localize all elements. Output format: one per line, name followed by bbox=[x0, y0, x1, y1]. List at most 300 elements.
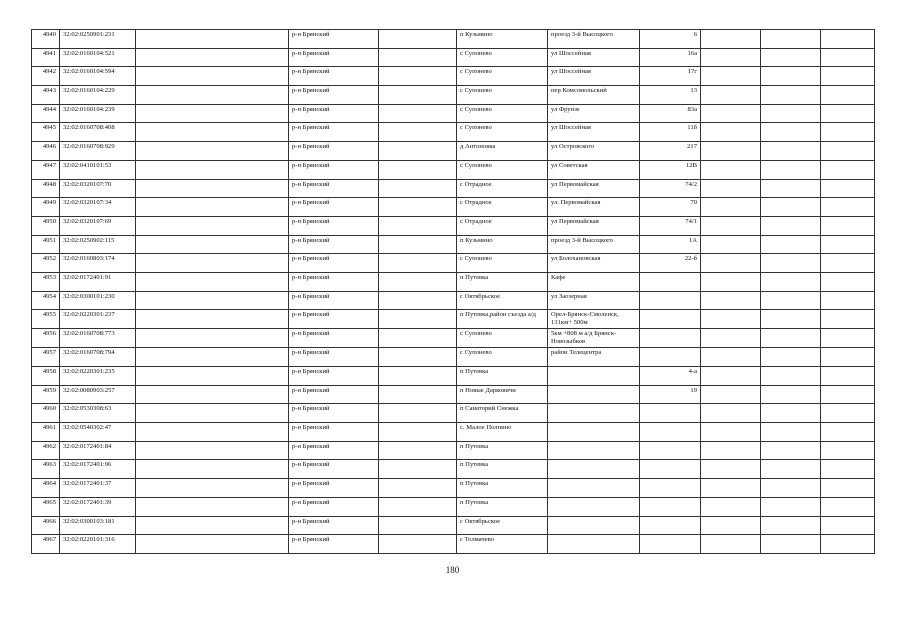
cell-district: р-н Брянский bbox=[289, 198, 379, 217]
cell-row-number: 4953 bbox=[32, 272, 60, 291]
cell-col-blank-2 bbox=[379, 48, 457, 67]
cell-house-number: 19 bbox=[640, 385, 701, 404]
cell-col-extra-1 bbox=[701, 86, 761, 105]
table-row bbox=[32, 310, 875, 329]
cell-settlement: п Путевка bbox=[457, 441, 548, 460]
page-number: 180 bbox=[445, 565, 460, 575]
cell-district: р-н Брянский bbox=[289, 497, 379, 516]
cell-col-extra-2 bbox=[761, 404, 821, 423]
cell-col-extra-2 bbox=[761, 348, 821, 367]
cell-col-extra-3 bbox=[821, 123, 875, 142]
cell-settlement: с Отрадное bbox=[457, 216, 548, 235]
cell-col-blank bbox=[136, 179, 289, 198]
cell-col-extra-1 bbox=[701, 497, 761, 516]
cell-district: р-н Брянский bbox=[289, 48, 379, 67]
cell-district: р-н Брянский bbox=[289, 216, 379, 235]
cell-col-extra-2 bbox=[761, 441, 821, 460]
cell-row-number: 4965 bbox=[32, 497, 60, 516]
cell-col-extra-2 bbox=[761, 310, 821, 329]
cell-col-extra-1 bbox=[701, 535, 761, 554]
cell-house-number bbox=[640, 497, 701, 516]
cell-street: ул Фрунзе bbox=[548, 104, 640, 123]
cell-cadastral-number: 32:02:0080903:257 bbox=[60, 385, 136, 404]
cell-col-blank-2 bbox=[379, 254, 457, 273]
table-row bbox=[32, 516, 875, 535]
cell-street: ул Островского bbox=[548, 142, 640, 161]
cell-cadastral-number: 32:02:0160104:594 bbox=[60, 67, 136, 86]
cell-col-extra-3 bbox=[821, 179, 875, 198]
cell-row-number: 4947 bbox=[32, 160, 60, 179]
cell-col-extra-2 bbox=[761, 67, 821, 86]
cell-col-blank bbox=[136, 86, 289, 105]
cell-col-extra-3 bbox=[821, 423, 875, 442]
cell-street: пер Комсомольский bbox=[548, 86, 640, 105]
cell-col-blank-2 bbox=[379, 104, 457, 123]
cell-row-number: 4960 bbox=[32, 404, 60, 423]
cell-street bbox=[548, 404, 640, 423]
cell-row-number: 4948 bbox=[32, 179, 60, 198]
cell-col-extra-2 bbox=[761, 48, 821, 67]
cell-row-number: 4942 bbox=[32, 67, 60, 86]
cell-col-blank bbox=[136, 423, 289, 442]
cell-col-blank-2 bbox=[379, 348, 457, 367]
cell-col-extra-1 bbox=[701, 367, 761, 386]
cell-settlement: п Путевка,район съезда а/д bbox=[457, 310, 548, 329]
cell-col-extra-1 bbox=[701, 329, 761, 348]
cell-col-extra-1 bbox=[701, 348, 761, 367]
cell-cadastral-number: 32:02:0160708:408 bbox=[60, 123, 136, 142]
cell-settlement: с Супонево bbox=[457, 254, 548, 273]
cell-col-extra-3 bbox=[821, 291, 875, 310]
cell-house-number bbox=[640, 310, 701, 329]
cell-settlement: п Кузьмино bbox=[457, 235, 548, 254]
cell-cadastral-number: 32:02:0160803:174 bbox=[60, 254, 136, 273]
cell-row-number: 4946 bbox=[32, 142, 60, 161]
cell-col-extra-3 bbox=[821, 441, 875, 460]
cell-col-blank-2 bbox=[379, 367, 457, 386]
cell-house-number: 1А bbox=[640, 235, 701, 254]
cell-col-blank bbox=[136, 291, 289, 310]
cell-col-extra-3 bbox=[821, 535, 875, 554]
cell-house-number: 74/1 bbox=[640, 216, 701, 235]
cell-street bbox=[548, 423, 640, 442]
cell-col-blank bbox=[136, 235, 289, 254]
table-row bbox=[32, 198, 875, 217]
cell-col-extra-1 bbox=[701, 104, 761, 123]
cell-col-blank bbox=[136, 142, 289, 161]
table-row bbox=[32, 497, 875, 516]
cell-row-number: 4959 bbox=[32, 385, 60, 404]
cell-settlement: п Путевка bbox=[457, 367, 548, 386]
cell-street: проезд 3-й Высоцкого bbox=[548, 30, 640, 49]
cell-col-extra-2 bbox=[761, 385, 821, 404]
cell-row-number: 4952 bbox=[32, 254, 60, 273]
cell-col-extra-1 bbox=[701, 441, 761, 460]
cell-house-number bbox=[640, 460, 701, 479]
cell-district: р-н Брянский bbox=[289, 142, 379, 161]
cell-row-number: 4945 bbox=[32, 123, 60, 142]
cell-col-extra-3 bbox=[821, 516, 875, 535]
cell-district: р-н Брянский bbox=[289, 235, 379, 254]
cell-house-number: 217 bbox=[640, 142, 701, 161]
cell-col-extra-2 bbox=[761, 291, 821, 310]
cell-house-number: 12В bbox=[640, 160, 701, 179]
cell-col-extra-1 bbox=[701, 404, 761, 423]
cell-col-extra-2 bbox=[761, 216, 821, 235]
cell-col-extra-3 bbox=[821, 142, 875, 161]
table-row bbox=[32, 329, 875, 348]
cell-street: ул Болохановская bbox=[548, 254, 640, 273]
cell-col-extra-3 bbox=[821, 216, 875, 235]
cell-row-number: 4951 bbox=[32, 235, 60, 254]
cell-street bbox=[548, 367, 640, 386]
cell-col-extra-2 bbox=[761, 535, 821, 554]
cell-col-blank bbox=[136, 67, 289, 86]
cell-col-blank-2 bbox=[379, 179, 457, 198]
table-row bbox=[32, 67, 875, 86]
cell-col-blank-2 bbox=[379, 460, 457, 479]
cell-row-number: 4967 bbox=[32, 535, 60, 554]
cell-col-blank-2 bbox=[379, 160, 457, 179]
table-row bbox=[32, 535, 875, 554]
cell-cadastral-number: 32:02:0172401:39 bbox=[60, 497, 136, 516]
cell-settlement: п Путевка bbox=[457, 497, 548, 516]
registry-table bbox=[31, 29, 875, 554]
table-row bbox=[32, 254, 875, 273]
table-row bbox=[32, 291, 875, 310]
cell-street bbox=[548, 385, 640, 404]
cell-street: ул Шоссейная bbox=[548, 48, 640, 67]
cell-col-blank-2 bbox=[379, 291, 457, 310]
table-row bbox=[32, 30, 875, 49]
cell-cadastral-number: 32:02:0160104:521 bbox=[60, 48, 136, 67]
cell-street: 5км +808 м а/д Брянск-Новозыбков bbox=[548, 329, 640, 348]
cell-col-blank-2 bbox=[379, 235, 457, 254]
table-body bbox=[32, 30, 875, 554]
cell-settlement: с Октябрьское bbox=[457, 291, 548, 310]
cell-row-number: 4958 bbox=[32, 367, 60, 386]
cell-col-blank bbox=[136, 479, 289, 498]
cell-house-number bbox=[640, 535, 701, 554]
cell-cadastral-number: 32:02:0530308:63 bbox=[60, 404, 136, 423]
cell-col-extra-1 bbox=[701, 216, 761, 235]
cell-cadastral-number: 32:02:0300101:230 bbox=[60, 291, 136, 310]
cell-district: р-н Брянский bbox=[289, 179, 379, 198]
cell-col-extra-1 bbox=[701, 48, 761, 67]
cell-col-extra-3 bbox=[821, 254, 875, 273]
cell-row-number: 4954 bbox=[32, 291, 60, 310]
cell-street: ул Шоссейная bbox=[548, 123, 640, 142]
cell-settlement: с Супонево bbox=[457, 348, 548, 367]
cell-col-extra-1 bbox=[701, 272, 761, 291]
cell-settlement: с Супонево bbox=[457, 329, 548, 348]
cell-row-number: 4955 bbox=[32, 310, 60, 329]
cell-district: р-н Брянский bbox=[289, 30, 379, 49]
cell-district: р-н Брянский bbox=[289, 460, 379, 479]
cell-district: р-н Брянский bbox=[289, 104, 379, 123]
cell-col-extra-3 bbox=[821, 348, 875, 367]
cell-house-number bbox=[640, 348, 701, 367]
cell-col-extra-3 bbox=[821, 479, 875, 498]
cell-col-extra-2 bbox=[761, 30, 821, 49]
cell-district: р-н Брянский bbox=[289, 385, 379, 404]
cell-street bbox=[548, 479, 640, 498]
cell-settlement: с Отрадное bbox=[457, 179, 548, 198]
cell-cadastral-number: 32:02:0160708:929 bbox=[60, 142, 136, 161]
cell-cadastral-number: 32:02:0160708:794 bbox=[60, 348, 136, 367]
cell-col-extra-3 bbox=[821, 30, 875, 49]
table-row bbox=[32, 348, 875, 367]
cell-row-number: 4956 bbox=[32, 329, 60, 348]
cell-district: р-н Брянский bbox=[289, 423, 379, 442]
cell-col-blank-2 bbox=[379, 67, 457, 86]
cell-col-extra-1 bbox=[701, 30, 761, 49]
cell-col-blank bbox=[136, 272, 289, 291]
cell-col-extra-1 bbox=[701, 516, 761, 535]
cell-district: р-н Брянский bbox=[289, 329, 379, 348]
cell-house-number: 16а bbox=[640, 48, 701, 67]
cell-col-extra-1 bbox=[701, 291, 761, 310]
cell-col-blank bbox=[136, 123, 289, 142]
cell-cadastral-number: 32:02:0172401:91 bbox=[60, 272, 136, 291]
cell-house-number bbox=[640, 516, 701, 535]
table-row bbox=[32, 86, 875, 105]
cell-col-extra-2 bbox=[761, 235, 821, 254]
cell-row-number: 4963 bbox=[32, 460, 60, 479]
cell-cadastral-number: 32:02:0160708:773 bbox=[60, 329, 136, 348]
cell-col-blank-2 bbox=[379, 479, 457, 498]
cell-street: ул Советская bbox=[548, 160, 640, 179]
cell-district: р-н Брянский bbox=[289, 272, 379, 291]
cell-row-number: 4943 bbox=[32, 86, 60, 105]
cell-street bbox=[548, 535, 640, 554]
cell-street bbox=[548, 516, 640, 535]
cell-settlement: п Путевка bbox=[457, 272, 548, 291]
cell-col-extra-1 bbox=[701, 254, 761, 273]
table-row bbox=[32, 160, 875, 179]
cell-settlement: д Антоновка bbox=[457, 142, 548, 161]
cell-cadastral-number: 32:02:0160104:239 bbox=[60, 104, 136, 123]
cell-col-extra-3 bbox=[821, 272, 875, 291]
cell-col-blank-2 bbox=[379, 216, 457, 235]
cell-col-extra-2 bbox=[761, 516, 821, 535]
cell-house-number bbox=[640, 423, 701, 442]
cell-col-extra-1 bbox=[701, 142, 761, 161]
table-row bbox=[32, 367, 875, 386]
cell-row-number: 4961 bbox=[32, 423, 60, 442]
cell-cadastral-number: 32:02:0220101:316 bbox=[60, 535, 136, 554]
cell-street bbox=[548, 460, 640, 479]
table-row bbox=[32, 479, 875, 498]
cell-district: р-н Брянский bbox=[289, 348, 379, 367]
table-row bbox=[32, 404, 875, 423]
cell-cadastral-number: 32:02:0220301:237 bbox=[60, 310, 136, 329]
table-row bbox=[32, 123, 875, 142]
cell-col-blank-2 bbox=[379, 516, 457, 535]
cell-house-number: 6 bbox=[640, 30, 701, 49]
cell-cadastral-number: 32:02:0410101:53 bbox=[60, 160, 136, 179]
table-row bbox=[32, 142, 875, 161]
cell-col-blank-2 bbox=[379, 423, 457, 442]
cell-col-extra-3 bbox=[821, 235, 875, 254]
cell-col-extra-3 bbox=[821, 385, 875, 404]
cell-street bbox=[548, 441, 640, 460]
cell-col-extra-1 bbox=[701, 67, 761, 86]
cell-col-blank bbox=[136, 160, 289, 179]
cell-col-blank-2 bbox=[379, 535, 457, 554]
cell-settlement: п Кузьмино bbox=[457, 30, 548, 49]
cell-col-blank bbox=[136, 310, 289, 329]
cell-district: р-н Брянский bbox=[289, 367, 379, 386]
cell-col-extra-3 bbox=[821, 404, 875, 423]
cell-col-blank bbox=[136, 216, 289, 235]
cell-col-extra-1 bbox=[701, 123, 761, 142]
cell-row-number: 4964 bbox=[32, 479, 60, 498]
cell-col-extra-2 bbox=[761, 367, 821, 386]
cell-col-extra-1 bbox=[701, 160, 761, 179]
cell-col-blank-2 bbox=[379, 310, 457, 329]
cell-col-blank-2 bbox=[379, 441, 457, 460]
cell-street: ул. Первомайская bbox=[548, 198, 640, 217]
cell-row-number: 4962 bbox=[32, 441, 60, 460]
cell-col-blank-2 bbox=[379, 142, 457, 161]
cell-col-blank bbox=[136, 30, 289, 49]
cell-cadastral-number: 32:02:0320107:34 bbox=[60, 198, 136, 217]
cell-house-number: 70 bbox=[640, 198, 701, 217]
cell-cadastral-number: 32:02:0320107:69 bbox=[60, 216, 136, 235]
cell-col-extra-2 bbox=[761, 86, 821, 105]
cell-col-extra-3 bbox=[821, 104, 875, 123]
cell-house-number: 4-а bbox=[640, 367, 701, 386]
cell-house-number: 22-б bbox=[640, 254, 701, 273]
cell-settlement: с Толмачево bbox=[457, 535, 548, 554]
cell-house-number bbox=[640, 291, 701, 310]
cell-col-blank bbox=[136, 404, 289, 423]
cell-district: р-н Брянский bbox=[289, 291, 379, 310]
cell-cadastral-number: 32:02:0540302:47 bbox=[60, 423, 136, 442]
cell-district: р-н Брянский bbox=[289, 254, 379, 273]
cell-settlement: п Путевка bbox=[457, 460, 548, 479]
cell-street: ул Шоссейная bbox=[548, 67, 640, 86]
cell-cadastral-number: 32:02:0320107:70 bbox=[60, 179, 136, 198]
cell-house-number bbox=[640, 272, 701, 291]
cell-settlement: с Супонево bbox=[457, 160, 548, 179]
cell-col-extra-3 bbox=[821, 86, 875, 105]
cell-street: Орел-Брянск-Смоленск, 131км+ 500м bbox=[548, 310, 640, 329]
cell-house-number: 13 bbox=[640, 86, 701, 105]
cell-col-blank bbox=[136, 367, 289, 386]
cell-settlement: с Супонево bbox=[457, 123, 548, 142]
table-row bbox=[32, 48, 875, 67]
cell-district: р-н Брянский bbox=[289, 404, 379, 423]
table-row bbox=[32, 385, 875, 404]
cell-col-extra-2 bbox=[761, 142, 821, 161]
cell-col-extra-1 bbox=[701, 235, 761, 254]
cell-col-extra-2 bbox=[761, 272, 821, 291]
cell-col-extra-2 bbox=[761, 460, 821, 479]
cell-col-extra-2 bbox=[761, 497, 821, 516]
cell-col-blank bbox=[136, 516, 289, 535]
cell-col-blank bbox=[136, 348, 289, 367]
cell-district: р-н Брянский bbox=[289, 441, 379, 460]
cell-col-extra-2 bbox=[761, 479, 821, 498]
cell-col-extra-2 bbox=[761, 104, 821, 123]
cell-cadastral-number: 32:02:0172401:96 bbox=[60, 460, 136, 479]
cell-col-extra-3 bbox=[821, 367, 875, 386]
cell-cadastral-number: 32:02:0250901:231 bbox=[60, 30, 136, 49]
cell-house-number bbox=[640, 404, 701, 423]
cell-col-blank-2 bbox=[379, 329, 457, 348]
cell-district: р-н Брянский bbox=[289, 123, 379, 142]
table-row bbox=[32, 423, 875, 442]
cell-col-extra-2 bbox=[761, 254, 821, 273]
cell-col-extra-2 bbox=[761, 123, 821, 142]
cell-settlement: с Отрадное bbox=[457, 198, 548, 217]
cell-row-number: 4957 bbox=[32, 348, 60, 367]
cell-col-extra-3 bbox=[821, 310, 875, 329]
cell-settlement: с. Малое Полпино bbox=[457, 423, 548, 442]
cell-street: Кафе bbox=[548, 272, 640, 291]
cell-col-blank bbox=[136, 48, 289, 67]
cell-street: ул Первомайская bbox=[548, 179, 640, 198]
cell-col-extra-1 bbox=[701, 198, 761, 217]
cell-col-extra-2 bbox=[761, 198, 821, 217]
cell-row-number: 4940 bbox=[32, 30, 60, 49]
cell-col-extra-3 bbox=[821, 329, 875, 348]
cell-col-blank bbox=[136, 460, 289, 479]
cell-col-blank bbox=[136, 535, 289, 554]
cell-col-blank-2 bbox=[379, 86, 457, 105]
cell-col-extra-1 bbox=[701, 460, 761, 479]
cell-col-extra-2 bbox=[761, 160, 821, 179]
cell-col-blank-2 bbox=[379, 497, 457, 516]
cell-cadastral-number: 32:02:0300103:181 bbox=[60, 516, 136, 535]
cell-settlement: п Новые Дарковичи bbox=[457, 385, 548, 404]
cell-house-number bbox=[640, 479, 701, 498]
cell-cadastral-number: 32:02:0160104:229 bbox=[60, 86, 136, 105]
cell-cadastral-number: 32:02:0250902:115 bbox=[60, 235, 136, 254]
cell-house-number: 11б bbox=[640, 123, 701, 142]
cell-settlement: с Октябрьское bbox=[457, 516, 548, 535]
cell-col-extra-1 bbox=[701, 310, 761, 329]
cell-district: р-н Брянский bbox=[289, 479, 379, 498]
cell-col-extra-2 bbox=[761, 423, 821, 442]
table-row bbox=[32, 460, 875, 479]
cell-cadastral-number: 32:02:0172401:37 bbox=[60, 479, 136, 498]
cell-col-blank bbox=[136, 104, 289, 123]
cell-street: район Телецентра bbox=[548, 348, 640, 367]
cell-row-number: 4944 bbox=[32, 104, 60, 123]
cell-district: р-н Брянский bbox=[289, 310, 379, 329]
cell-col-blank-2 bbox=[379, 30, 457, 49]
cell-district: р-н Брянский bbox=[289, 67, 379, 86]
cell-district: р-н Брянский bbox=[289, 86, 379, 105]
table-row bbox=[32, 272, 875, 291]
cell-district: р-н Брянский bbox=[289, 160, 379, 179]
cell-col-blank-2 bbox=[379, 198, 457, 217]
cell-settlement: с Супонево bbox=[457, 48, 548, 67]
cell-col-extra-3 bbox=[821, 160, 875, 179]
cell-row-number: 4949 bbox=[32, 198, 60, 217]
cell-col-extra-1 bbox=[701, 385, 761, 404]
cell-col-extra-3 bbox=[821, 460, 875, 479]
cell-col-extra-1 bbox=[701, 423, 761, 442]
cell-street: ул Первомайская bbox=[548, 216, 640, 235]
cell-col-extra-1 bbox=[701, 179, 761, 198]
table-row bbox=[32, 104, 875, 123]
cell-settlement: п Путевка bbox=[457, 479, 548, 498]
cell-district: р-н Брянский bbox=[289, 535, 379, 554]
